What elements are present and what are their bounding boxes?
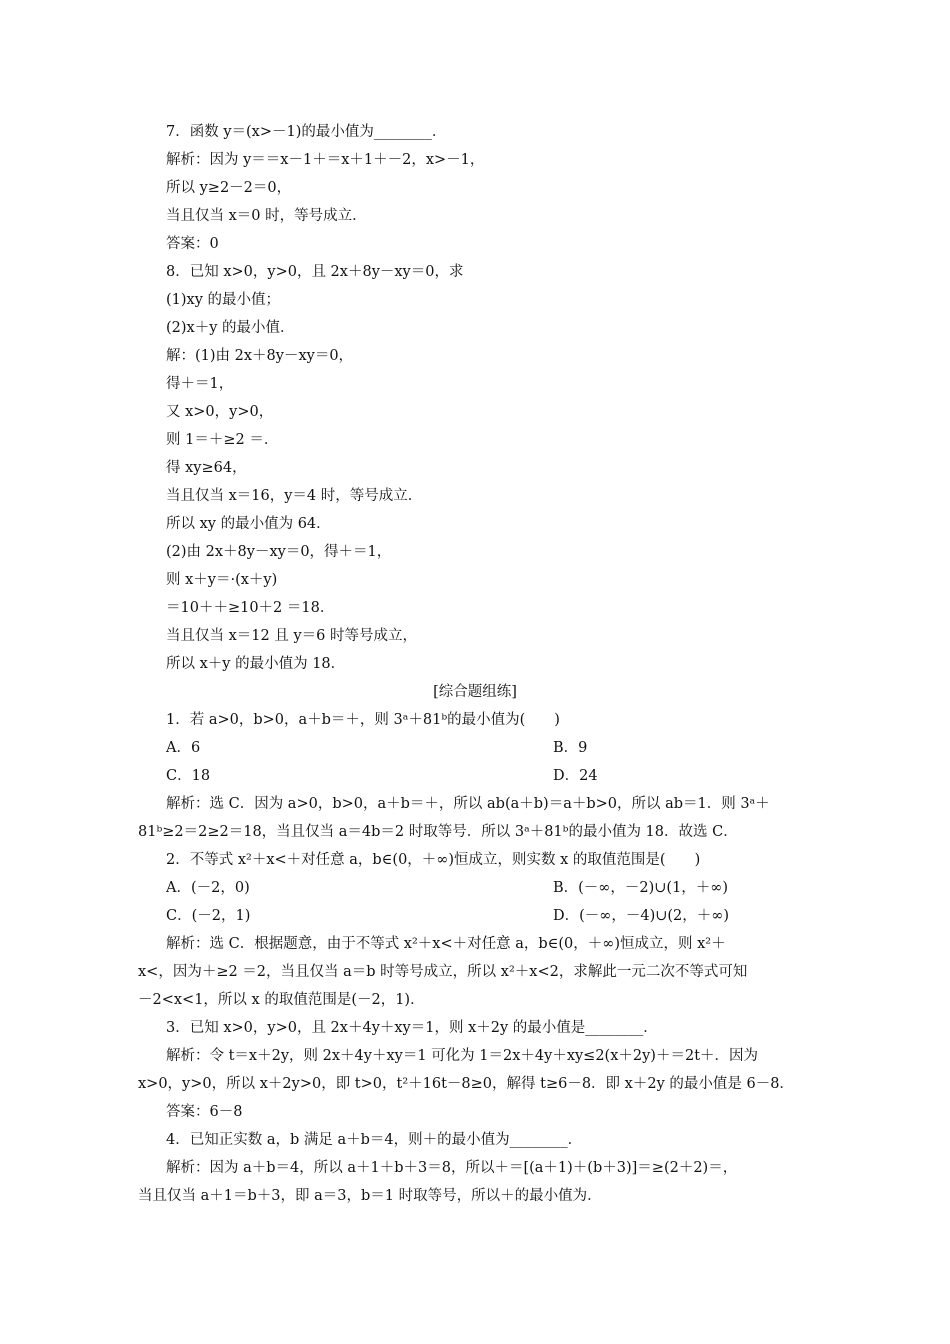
text-line: 解析：因为 y＝＝x－1＋＝x＋1＋－2，x>－1， <box>166 152 485 168</box>
text-line: 解析：因为 a＋b＝4，所以 a＋1＋b＋3＝8，所以＋＝[(a＋1)＋(b＋3)]＝≥(2＋2)＝， <box>166 1160 738 1176</box>
text-line: －2<x<1，所以 x 的取值范围是(－2，1)． <box>138 992 425 1008</box>
text-line: 得＋＝1， <box>166 376 234 392</box>
text-line: 2．不等式 x²＋x<＋对任意 a，b∈(0，＋∞)恒成立，则实数 x 的取值范围是( ) <box>166 852 701 868</box>
text-line: 当且仅当 x＝16，y＝4 时，等号成立． <box>166 488 423 504</box>
text-line: 3．已知 x>0，y>0，且 2x＋4y＋xy＝1，则 x＋2y 的最小值是________． <box>166 1020 658 1036</box>
text-line: ＝10＋＋≥10＋2 ＝18． <box>166 600 335 616</box>
option-text: A．(－2，0) <box>166 880 250 896</box>
text-line: 当且仅当 x＝0 时，等号成立． <box>166 208 367 224</box>
text-line: 又 x>0，y>0， <box>166 404 274 420</box>
text-line: 解析：选 C．因为 a>0，b>0，a＋b＝＋，所以 ab(a＋b)＝a＋b>0，所以 ab＝1．则 3ᵃ＋ <box>166 796 770 812</box>
option-text: C．18 <box>166 768 211 784</box>
option-text: B．9 <box>553 740 588 756</box>
text-line: 答案：0 <box>166 236 219 252</box>
text-line: 7．函数 y＝(x>－1)的最小值为________． <box>166 124 447 140</box>
option-text: B．(－∞，－2)∪(1，＋∞) <box>553 880 729 896</box>
text-line: 8．已知 x>0，y>0，且 2x＋8y－xy＝0，求 <box>166 264 464 280</box>
text-line: 则 1＝＋≥2 ＝． <box>166 432 279 448</box>
option-text: D．(－∞，－4)∪(2，＋∞) <box>553 908 730 924</box>
text-line: 81ᵇ≥2＝2≥2＝18，当且仅当 a＝4b＝2 时取等号．所以 3ᵃ＋81ᵇ的最小值为 18．故选 C． <box>138 824 738 840</box>
option-text: C．(－2，1) <box>166 908 251 924</box>
text-line: 答案：6－8 <box>166 1104 243 1120</box>
text-line: 当且仅当 x＝12 且 y＝6 时等号成立， <box>166 628 417 644</box>
text-line: x>0，y>0，所以 x＋2y>0，即 t>0，t²＋16t－8≥0，解得 t≥6－8．即 x＋2y 的最小值是 6－8． <box>138 1076 794 1092</box>
text-line: 解析：选 C．根据题意，由于不等式 x²＋x<＋对任意 a，b∈(0，＋∞)恒成立，则 x²＋ <box>166 936 726 952</box>
text-line: 解：(1)由 2x＋8y－xy＝0， <box>166 348 354 364</box>
text-line: 所以 x＋y 的最小值为 18． <box>166 656 346 672</box>
text-line: 当且仅当 a＋1＝b＋3，即 a＝3，b＝1 时取等号，所以＋的最小值为． <box>138 1188 602 1204</box>
text-line: x<，因为＋≥2 ＝2，当且仅当 a＝b 时等号成立，所以 x²＋x<2，求解此一元二次不等式可知 <box>138 964 748 980</box>
option-text: D．24 <box>553 768 598 784</box>
section-heading: [综合题组练] <box>433 684 517 700</box>
text-line: 则 x＋y＝·(x＋y) <box>166 572 278 588</box>
option-text: A．6 <box>166 740 201 756</box>
text-line: 所以 y≥2－2＝0， <box>166 180 292 196</box>
text-line: (2)x＋y 的最小值． <box>166 320 295 336</box>
text-line: 得 xy≥64， <box>166 460 247 476</box>
text-line: (2)由 2x＋8y－xy＝0，得＋＝1， <box>166 544 392 560</box>
text-line: 4．已知正实数 a，b 满足 a＋b＝4，则＋的最小值为________． <box>166 1132 583 1148</box>
text-line: (1)xy 的最小值； <box>166 292 281 308</box>
text-line: 1．若 a>0，b>0，a＋b＝＋，则 3ᵃ＋81ᵇ的最小值为( ) <box>166 712 560 728</box>
text-line: 解析：令 t＝x＋2y，则 2x＋4y＋xy＝1 可化为 1＝2x＋4y＋xy≤2(x＋2y)＋＝2t＋．因为 <box>166 1048 759 1064</box>
text-line: 所以 xy 的最小值为 64． <box>166 516 331 532</box>
